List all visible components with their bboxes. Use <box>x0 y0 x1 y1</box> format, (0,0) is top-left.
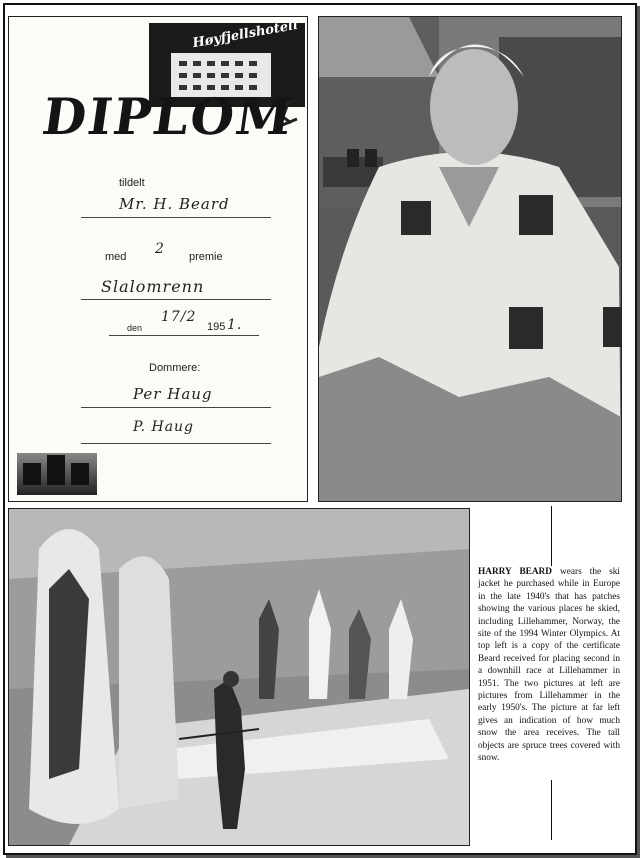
date-line <box>109 335 259 336</box>
year-prefix: 195 <box>207 321 226 333</box>
judge-line-1 <box>81 407 271 408</box>
event-line <box>81 299 271 300</box>
year-suffix: 1. <box>227 317 243 333</box>
den-label: den <box>127 323 143 333</box>
place-number: 2 <box>155 241 165 257</box>
dommere-label: Dommere: <box>149 362 201 374</box>
recipient-name: Mr. H. Beard <box>119 195 230 213</box>
caption-lead-name: HARRY BEARD <box>478 567 552 577</box>
judge-signature-1: Per Haug <box>133 385 213 403</box>
snowy-slope-image <box>9 509 469 845</box>
date-day-month: 17/2 <box>161 309 197 325</box>
event-name: Slalomrenn <box>101 277 205 296</box>
caption-text: wears the ski jacket he purchased while in Europe in the late 1940's that has patches showing the various places he skied, including Lillehammer, Norway, the site of the 1994 Winter Olympics. At top left is a copy of the certificate Beard received for placing second in a downhill race at Lillehammer in 1951. The two pictures at left are pictures from Lillehammer in the early 1950's. The picture at far left gives an indication of how much snow the area receives. The tall objects are spruce trees covered with snow. <box>478 567 620 764</box>
portrait-photo <box>318 16 622 502</box>
photo-caption <box>478 566 620 765</box>
diploma-certificate <box>8 16 308 502</box>
portrait-image <box>319 17 621 501</box>
caption-divider-top <box>551 506 552 566</box>
judge-signature-2: P. Haug <box>133 419 195 435</box>
caption-divider-bottom <box>551 780 552 840</box>
diploma-title: DIPLOM <box>38 87 298 146</box>
premie-label: premie <box>189 251 223 263</box>
med-label: med <box>105 251 127 263</box>
tildelt-label: tildelt <box>119 177 145 189</box>
hotel-name: Høyfjellshotell <box>191 17 300 52</box>
town-illustration <box>17 453 97 495</box>
judge-line-2 <box>81 443 271 444</box>
recipient-line <box>81 217 271 218</box>
snowy-slope-photo <box>8 508 470 846</box>
